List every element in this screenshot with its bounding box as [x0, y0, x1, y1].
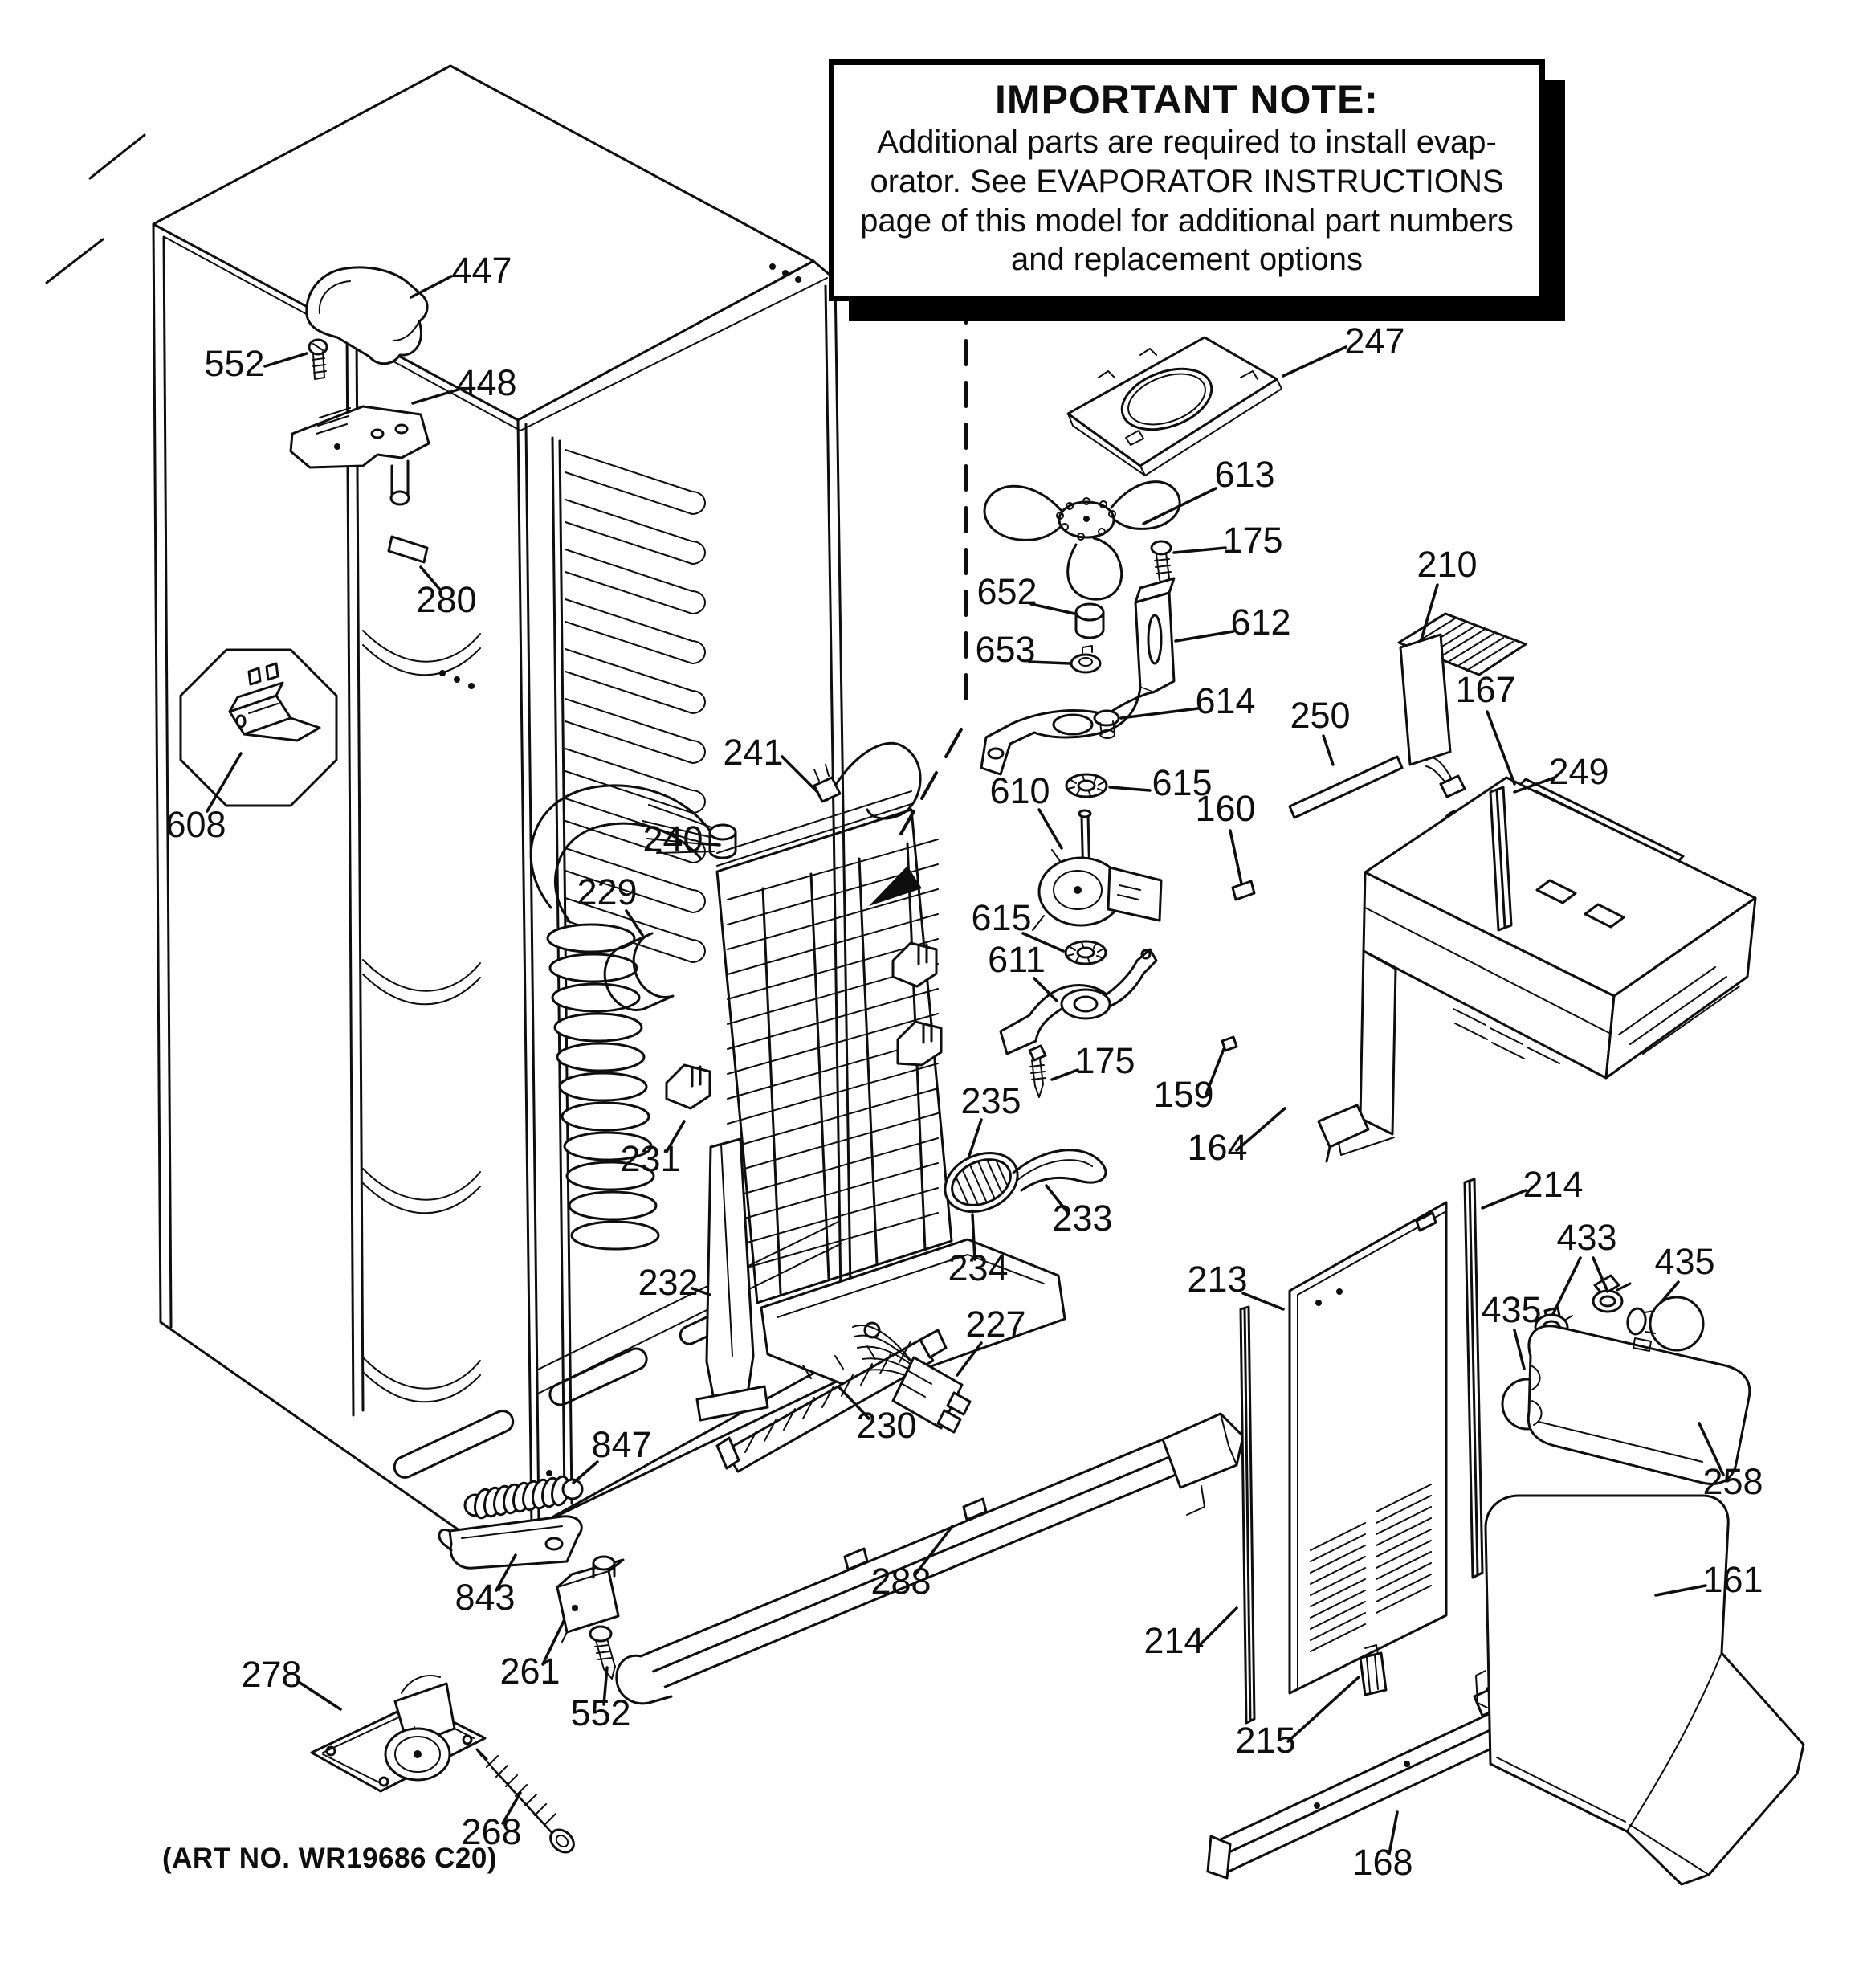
leader-line-241 — [782, 757, 817, 792]
art-number-text: (ART NO. WR19686 C20) — [162, 1843, 497, 1874]
part-label-250: 250 — [1290, 695, 1351, 736]
bottom-left-parts — [312, 1475, 623, 1856]
rear-panel-group — [1208, 1179, 1518, 1878]
capillary-233 — [1013, 1150, 1106, 1190]
leader-line-433 — [1553, 1258, 1580, 1314]
washer-615-upper — [1066, 774, 1107, 797]
leader-line-167 — [1487, 712, 1514, 784]
channel-232 — [697, 1139, 768, 1420]
hinge-plate-448 — [291, 406, 429, 504]
slinger-653 — [1071, 646, 1100, 672]
part-label-249: 249 — [1548, 751, 1609, 792]
part-label-230: 230 — [856, 1405, 917, 1446]
part-label-611: 611 — [988, 939, 1046, 980]
leader-line-214 — [1482, 1190, 1526, 1208]
part-label-213: 213 — [1187, 1259, 1248, 1300]
clips-231 — [667, 943, 941, 1108]
part-label-280: 280 — [416, 579, 477, 620]
part-label-175: 175 — [1222, 520, 1283, 561]
icemaker-body — [1336, 778, 1755, 1155]
leader-line-610 — [1039, 810, 1062, 848]
part-label-448: 448 — [456, 362, 517, 403]
important-note-box — [829, 59, 1545, 301]
part-label-614: 614 — [1195, 680, 1256, 721]
part-label-161: 161 — [1702, 1559, 1763, 1600]
part-label-231: 231 — [620, 1138, 681, 1179]
leader-line-160 — [1230, 831, 1241, 884]
washer-615-lower — [1066, 941, 1106, 964]
part-label-268: 268 — [461, 1811, 522, 1852]
part-label-229: 229 — [577, 872, 638, 912]
part-label-612: 612 — [1230, 602, 1291, 643]
part-label-214: 214 — [1523, 1164, 1584, 1205]
top-hinge-parts — [291, 267, 429, 504]
screw-175-lower — [1029, 1046, 1046, 1097]
leader-line-447 — [411, 276, 451, 297]
panel-213 — [1290, 1202, 1446, 1693]
part-label-175: 175 — [1074, 1040, 1135, 1081]
part-label-288: 288 — [870, 1561, 932, 1602]
lever-843 — [439, 1517, 581, 1568]
part-label-227: 227 — [965, 1304, 1026, 1345]
leader-line-175 — [1052, 1070, 1078, 1080]
screw-552-top — [309, 340, 327, 379]
leader-line-612 — [1176, 631, 1233, 641]
note-line-1: Additional parts are required to install evap- — [877, 125, 1497, 160]
part-label-435: 435 — [1481, 1289, 1542, 1330]
part-label-240: 240 — [642, 818, 703, 859]
part-label-234: 234 — [948, 1247, 1009, 1288]
note-line-3: page of this model for additional part numbers — [860, 202, 1514, 239]
leader-line-652 — [1031, 604, 1074, 614]
part-label-435: 435 — [1654, 1241, 1715, 1282]
motor-610 — [1033, 810, 1161, 930]
part-label-843: 843 — [455, 1577, 516, 1618]
part-label-160: 160 — [1195, 788, 1256, 829]
divider-dashed-line — [869, 299, 966, 906]
part-label-214: 214 — [1143, 1620, 1205, 1661]
trim-strip-214-right — [1465, 1179, 1482, 1578]
trim-strip-214-left — [1241, 1307, 1254, 1723]
note-title: IMPORTANT NOTE: — [995, 77, 1379, 122]
leader-line-448 — [413, 389, 461, 403]
note-line-2: orator. See EVAPORATOR INSTRUCTIONS — [870, 163, 1504, 199]
screw-552-bottom — [590, 1627, 615, 1679]
cover-161 — [1476, 1496, 1804, 1884]
part-label-610: 610 — [989, 770, 1050, 811]
part-label-652: 652 — [976, 571, 1037, 612]
part-label-159: 159 — [1153, 1074, 1214, 1115]
part-label-261: 261 — [499, 1651, 561, 1692]
part-label-168: 168 — [1352, 1842, 1413, 1883]
part-label-167: 167 — [1455, 669, 1516, 710]
part-label-615: 615 — [1152, 762, 1213, 803]
light-bulb-435-right — [1626, 1297, 1703, 1350]
part-label-233: 233 — [1052, 1198, 1113, 1239]
part-label-552: 552 — [204, 343, 265, 384]
leader-line-552 — [265, 353, 307, 366]
part-label-608: 608 — [165, 804, 226, 845]
part-label-613: 613 — [1214, 454, 1275, 495]
part-label-847: 847 — [591, 1424, 652, 1465]
leader-line-615 — [1110, 787, 1150, 790]
switch-callout-608 — [181, 650, 336, 806]
part-label-232: 232 — [638, 1262, 699, 1303]
part-label-653: 653 — [975, 629, 1036, 670]
part-label-278: 278 — [241, 1654, 302, 1695]
part-label-235: 235 — [960, 1080, 1021, 1121]
part-label-210: 210 — [1417, 544, 1478, 585]
strip-250 — [1290, 757, 1402, 818]
part-label-247: 247 — [1344, 320, 1405, 361]
leader-line-175 — [1174, 548, 1225, 553]
clip-164 — [1319, 1105, 1368, 1161]
roller-assembly-278 — [312, 1676, 485, 1791]
part-label-258: 258 — [1702, 1461, 1763, 1502]
bushing-652 — [1076, 604, 1103, 638]
bracket-261 — [557, 1557, 623, 1642]
sticker-280 — [389, 537, 427, 562]
leader-line-240 — [700, 843, 720, 845]
leader-line-235 — [968, 1120, 981, 1158]
part-label-552: 552 — [570, 1692, 631, 1733]
part-label-433: 433 — [1556, 1217, 1617, 1258]
accumulator-coil — [548, 925, 658, 1249]
leader-line-247 — [1283, 347, 1346, 376]
leader-line-278 — [299, 1682, 340, 1709]
leader-line-435 — [1514, 1330, 1524, 1369]
clip-160 — [1233, 881, 1254, 900]
part-label-164: 164 — [1187, 1127, 1248, 1168]
note-line-4: and replacement options — [1010, 242, 1364, 278]
leader-line-250 — [1323, 736, 1333, 765]
part-label-215: 215 — [1235, 1720, 1296, 1761]
part-label-615: 615 — [971, 897, 1032, 938]
part-label-447: 447 — [451, 250, 512, 291]
defrost-sensor-241 — [814, 743, 920, 818]
leader-line-613 — [1143, 488, 1216, 524]
part-label-241: 241 — [723, 732, 784, 773]
